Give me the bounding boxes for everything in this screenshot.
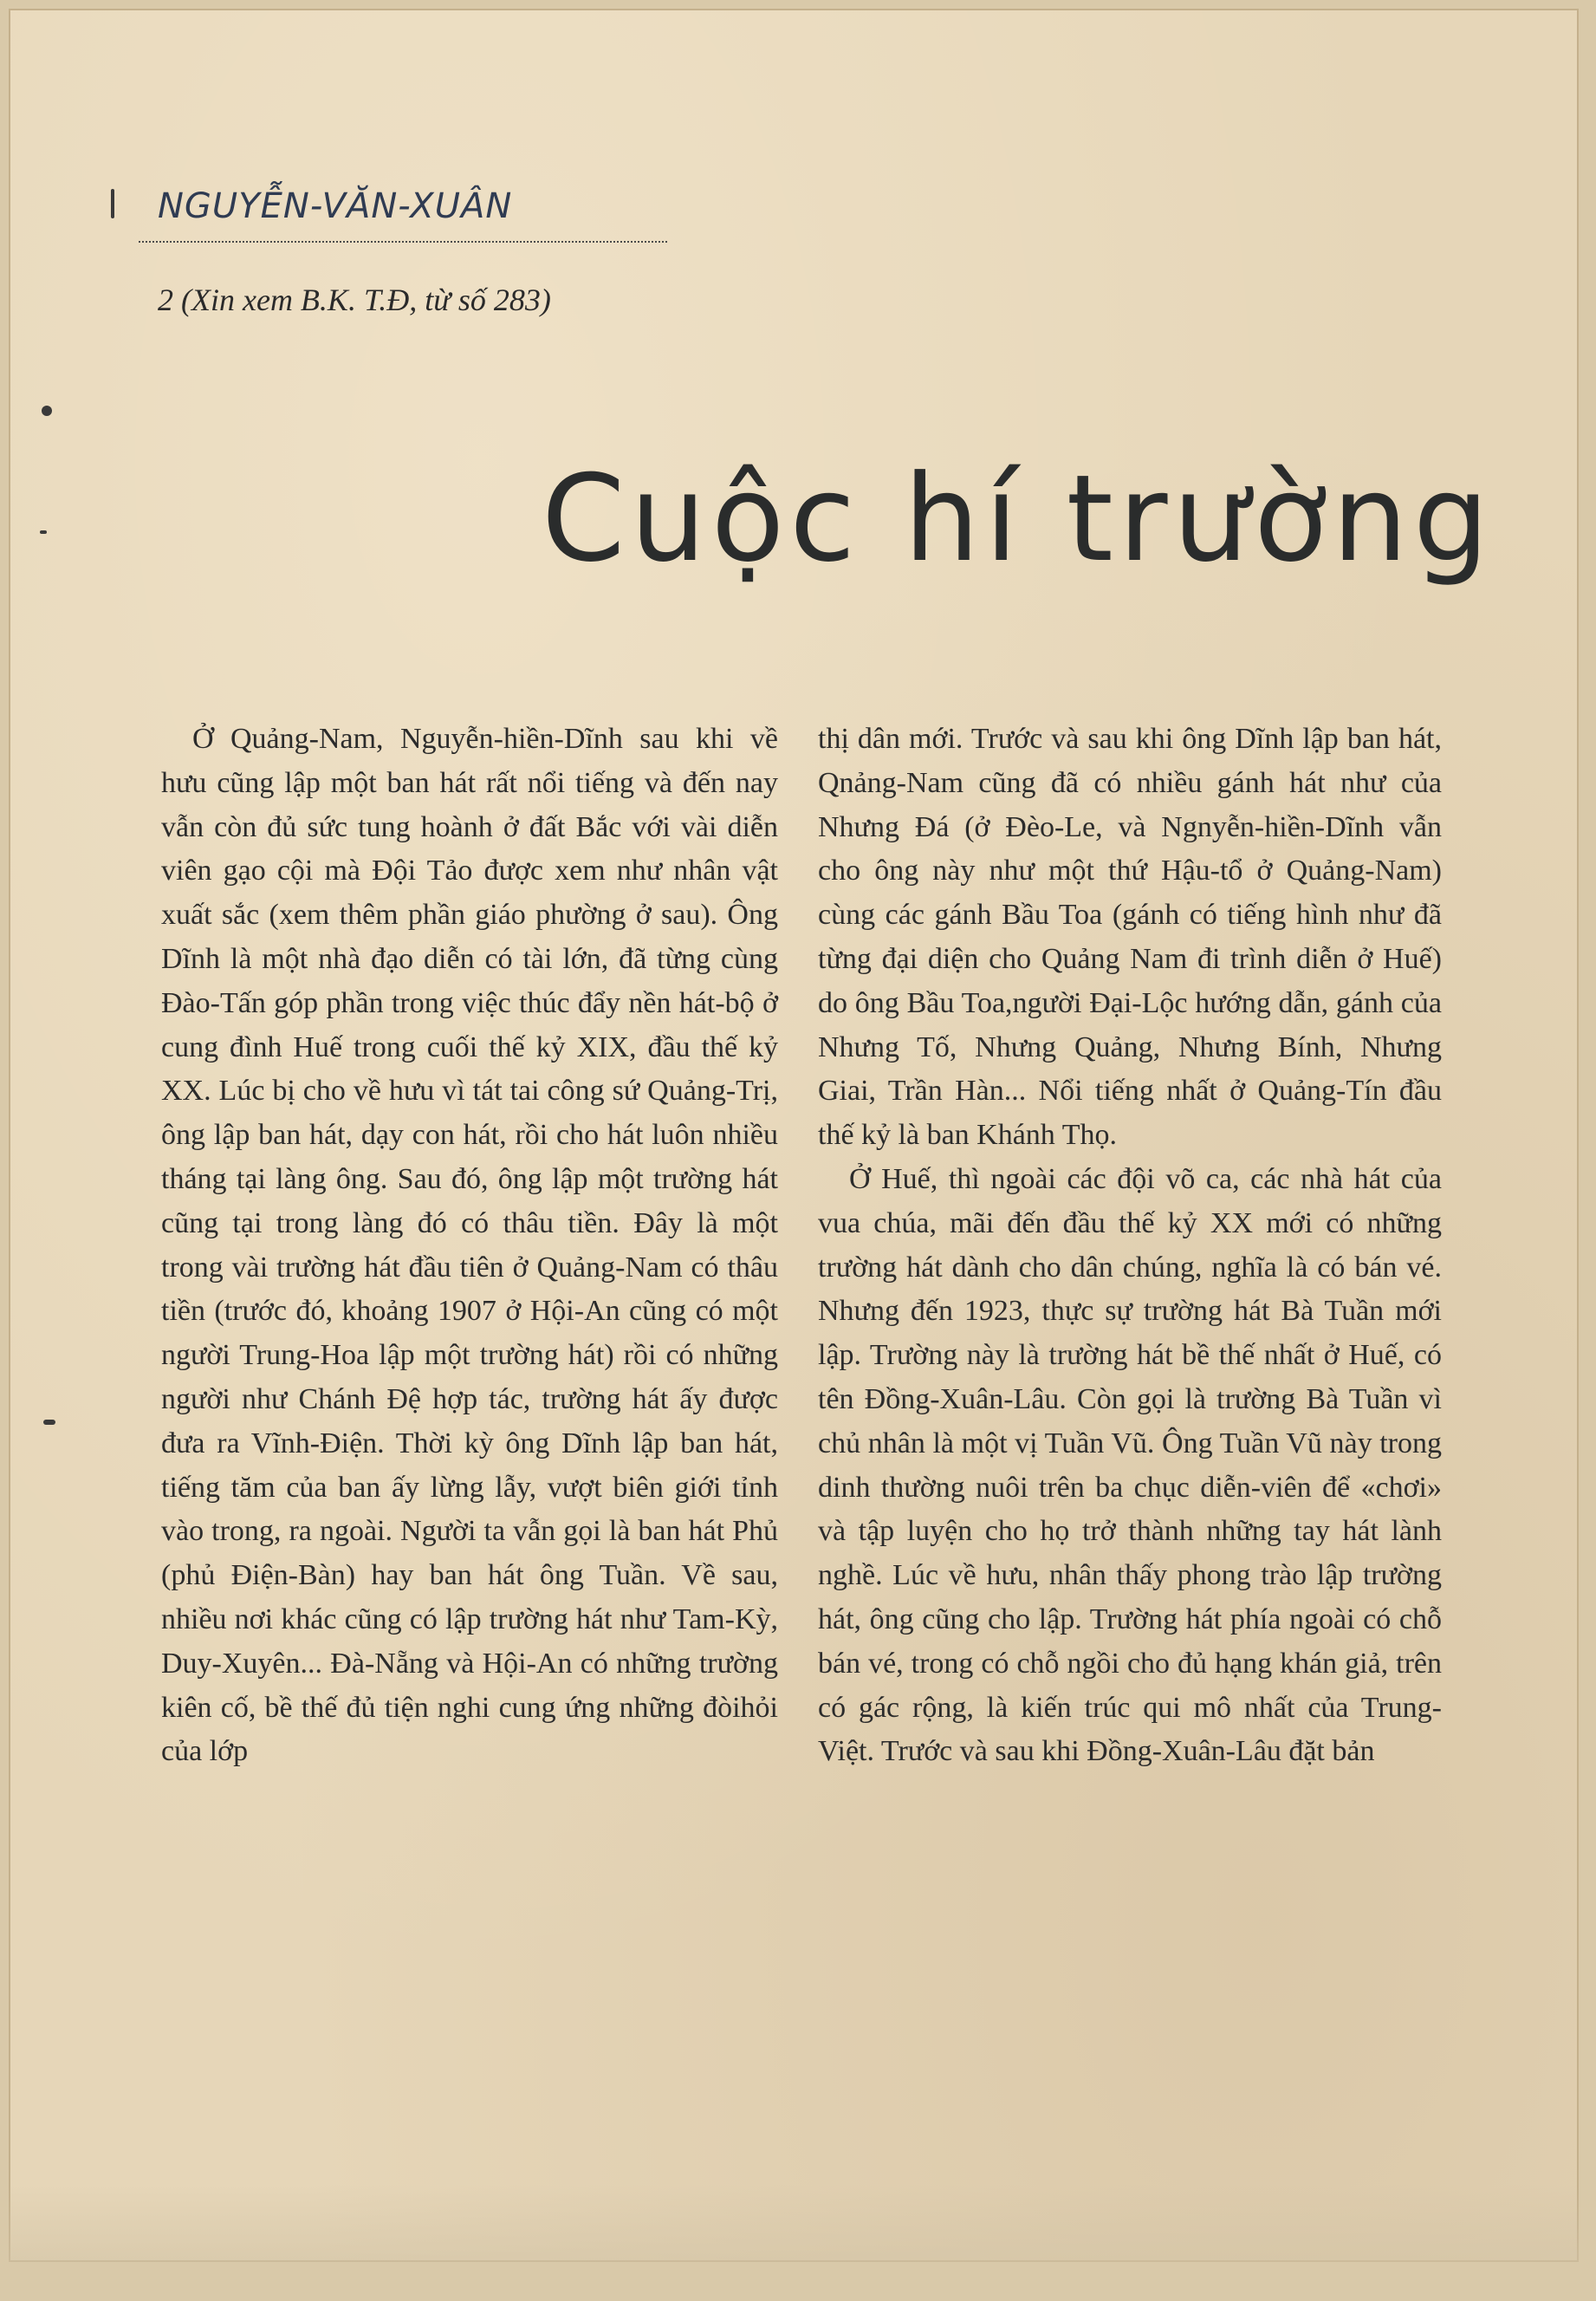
article-title: Cuộc hí trường (542, 449, 1495, 588)
series-reference: 2 (Xin xem B.K. T.Đ, từ số 283) (158, 283, 551, 317)
ink-speck (42, 406, 52, 416)
magazine-page (9, 9, 1579, 2262)
paragraph: Ở Quảng-Nam, Nguyễn-hiền-Dĩnh sau khi về hưu cũng lập một ban hát rất nổi tiếng và đến nay vẫn còn đủ sức tung hoành ở đất Bắc với vài diễn viên gạo cội mà Đội Tảo được xem như nhân vật xuất sắc (xem thêm phần giáo phường ở sau). Ông Dĩnh là một nhà đạo diễn có tài lớn, đã từng cùng Đào-Tấn góp phần trong việc thúc đẩy nền hát-bộ ở cung đình Huế trong cuối thế kỷ XIX, đầu thế kỷ XX. Lúc bị cho về hưu vì tát tai công sứ Quảng-Trị, ông lập ban hát, dạy con hát, rồi cho hát luôn nhiều tháng tại làng ông. Sau đó, ông lập một trường hát cũng tại trong làng đó có thâu tiền. Đây là một trong vài trường hát đầu tiên ở Quảng-Nam có thâu tiền (trước đó, khoảng 1907 ở Hội-An cũng có một người Trung-Hoa lập một trường hát) rồi có những người như Chánh Đệ hợp tác, trường hát ấy được đưa ra Vĩnh-Điện. Thời kỳ ông Dĩnh lập ban hát, tiếng tăm của ban ấy lừng lẫy, vượt biên giới tỉnh vào trong, ra ngoài. Người ta vẫn gọi là ban hát Phủ (phủ Điện-Bàn) hay ban hát ông Tuần. Về sau, nhiều nơi khác cũng có lập trường hát như Tam-Kỳ, Duy-Xuyên... Đà-Nẵng và Hội-An có những trường kiên cố, bề thế đủ tiện nghi cung ứng những đòihỏi của lớp (161, 723, 778, 1768)
paragraph: Ở Huế, thì ngoài các đội võ ca, các nhà hát của vua chúa, mãi đến đầu thế kỷ XX mới có những trường hát dành cho dân chúng, nghĩa là có bán vé. Nhưng đến 1923, thực sự trường hát Bà Tuần mới lập. Trường này là trường hát bề thế nhất ở Huế, có tên Đồng-Xuân-Lâu. Còn gọi là trường Bà Tuần vì chủ nhân là một vị Tuần Vũ. Ông Tuần Vũ này trong dinh thường nuôi trên ba chục diễn-viên để «chơi» và tập luyện cho họ trở thành những tay hát lành nghề. Lúc về hưu, nhân thấy phong trào lập trường hát, ông cũng cho lập. Trường hát phía ngoài có chỗ bán vé, trong có chỗ ngồi cho đủ hạng khán giả, trên có gác rộng, là kiến trúc qui mô nhất của Trung-Việt. Trước và sau khi Đồng-Xuân-Lâu đặt bản (818, 1162, 1442, 1768)
right-column (818, 718, 1442, 1774)
ink-speck (43, 1420, 55, 1425)
paragraph: thị dân mới. Trước và sau khi ông Dĩnh lập ban hát, Qnảng-Nam cũng đã có nhiều gánh hát như của Nhưng Đá (ở Đèo-Le, và Ngnyễn-hiền-Dĩnh vẫn cho ông này như một thứ Hậu-tổ ở Quảng-Nam) cùng các gánh Bầu Toa (gánh có tiếng hình như đã từng đại diện cho Quảng Nam đi trình diễn ở Huế) do ông Bầu Toa,người Đại-Lộc hướng dẫn, gánh của Nhưng Tố, Nhưng Quảng, Nhưng Bính, Nhưng Giai, Trần Hàn... Nổi tiếng nhất ở Quảng-Tín đầu thế kỷ là ban Khánh Thọ. (818, 723, 1442, 1152)
author-name: NGUYỄN-VĂN-XUÂN (158, 186, 513, 226)
page-bottom-wear (9, 2184, 1579, 2262)
author-dotted-rule (139, 241, 667, 243)
ink-speck (40, 530, 47, 534)
ink-speck (111, 189, 114, 218)
left-column (161, 718, 778, 1774)
